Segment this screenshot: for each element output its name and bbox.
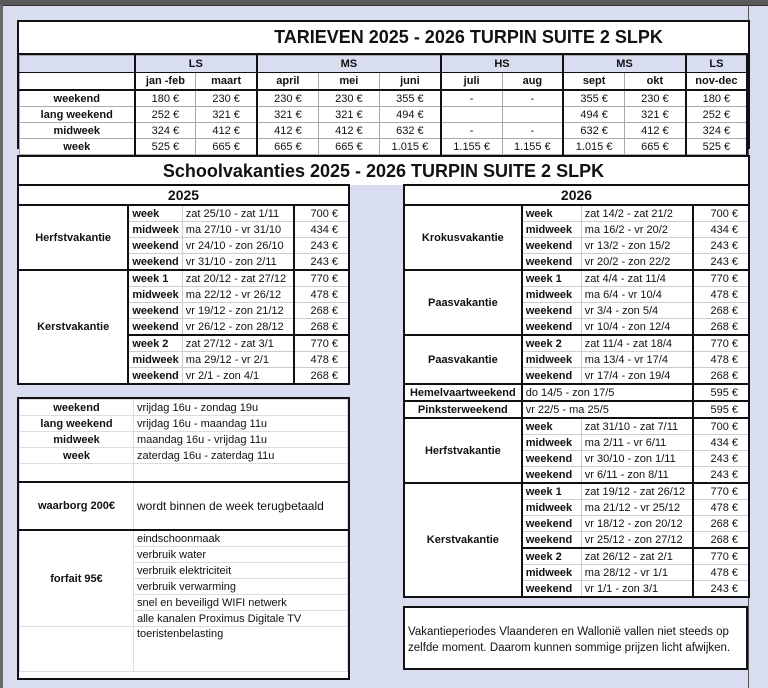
holiday-price: 268 € xyxy=(294,319,349,336)
holiday-stay-type: week xyxy=(522,418,582,435)
holiday-name: Paasvakantie xyxy=(404,270,522,335)
flat-fee-row xyxy=(20,530,348,547)
holiday-stay-type: weekend xyxy=(522,532,582,549)
holiday-stay-type: midweek xyxy=(522,435,582,451)
holiday-stay-type: week 2 xyxy=(522,335,582,352)
tariff-price: 412 € xyxy=(257,123,318,139)
holiday-dates: ma 2/11 - vr 6/11 xyxy=(581,435,693,451)
holiday-dates: vr 3/4 - zon 5/4 xyxy=(581,303,693,319)
holiday-dates: zat 27/12 - zat 3/1 xyxy=(182,335,293,352)
holiday-stay-type: weekend xyxy=(522,581,582,598)
season-corner xyxy=(20,56,135,73)
holiday-price: 770 € xyxy=(693,335,749,352)
holiday-name: Paasvakantie xyxy=(404,335,522,384)
period-value: maandag 16u - vrijdag 11u xyxy=(134,432,348,448)
holiday-stay-type: weekend xyxy=(128,319,182,336)
holiday-row xyxy=(18,205,349,222)
holiday-dates: ma 16/2 - vr 20/2 xyxy=(581,222,693,238)
flat-fee-item: verbruik water xyxy=(134,547,348,563)
holiday-stay-type: weekend xyxy=(522,254,582,271)
holiday-dates: zat 31/10 - zat 7/11 xyxy=(581,418,693,435)
holiday-price: 770 € xyxy=(693,483,749,500)
blank-cell xyxy=(20,627,134,672)
tariff-price: 230 € xyxy=(625,90,686,107)
blank-row xyxy=(20,464,348,483)
month-header: juli xyxy=(441,73,502,91)
deposit-label: waarborg 200€ xyxy=(20,482,134,530)
extra-item: toeristenbelasting xyxy=(134,627,348,672)
holiday-price: 268 € xyxy=(693,368,749,385)
tariff-price: 230 € xyxy=(318,90,379,107)
month-header: nov-dec xyxy=(686,73,747,91)
holiday-stay-type: weekend xyxy=(522,368,582,385)
holiday-dates: do 14/5 - zon 17/5 xyxy=(522,384,693,401)
holiday-dates: vr 2/1 - zon 4/1 xyxy=(182,368,293,385)
holiday-price: 700 € xyxy=(693,418,749,435)
year-header-row xyxy=(18,185,349,205)
holiday-dates: ma 28/12 - vr 1/1 xyxy=(581,565,693,581)
holiday-price: 770 € xyxy=(294,270,349,287)
stay-type-label: weekend xyxy=(20,90,135,107)
tariff-price: 355 € xyxy=(563,90,624,107)
period-row xyxy=(20,448,348,464)
period-label: lang weekend xyxy=(20,416,134,432)
period-label: weekend xyxy=(20,400,134,416)
holiday-price: 595 € xyxy=(693,401,749,418)
holiday-price: 268 € xyxy=(294,368,349,385)
tariff-price: 230 € xyxy=(257,90,318,107)
holiday-price: 478 € xyxy=(693,565,749,581)
tariff-price: 1.155 € xyxy=(441,139,502,155)
tariff-price: 412 € xyxy=(625,123,686,139)
tariff-price: 324 € xyxy=(686,123,747,139)
month-header: sept xyxy=(563,73,624,91)
tariff-price: 525 € xyxy=(135,139,196,155)
holiday-price: 770 € xyxy=(693,548,749,565)
holiday-price: 770 € xyxy=(693,270,749,287)
holiday-name: Herfstvakantie xyxy=(404,418,522,483)
stay-type-label: midweek xyxy=(20,123,135,139)
stay-type-label: week xyxy=(20,139,135,155)
holiday-stay-type: week 2 xyxy=(128,335,182,352)
tariff-price: 252 € xyxy=(135,107,196,123)
holiday-price: 478 € xyxy=(294,352,349,368)
tariff-row xyxy=(20,107,748,123)
holiday-dates: ma 22/12 - vr 26/12 xyxy=(182,287,293,303)
holiday-dates: ma 27/10 - vr 31/10 xyxy=(182,222,293,238)
holiday-stay-type: weekend xyxy=(128,254,182,271)
holiday-dates: vr 6/11 - zon 8/11 xyxy=(581,467,693,484)
holiday-price: 268 € xyxy=(693,303,749,319)
period-value: vrijdag 16u - zondag 19u xyxy=(134,400,348,416)
month-header: april xyxy=(257,73,318,91)
holiday-stay-type: midweek xyxy=(522,287,582,303)
holiday-stay-type: weekend xyxy=(522,238,582,254)
tariff-price: 321 € xyxy=(318,107,379,123)
holiday-dates: vr 30/10 - zon 1/11 xyxy=(581,451,693,467)
holiday-dates: zat 19/12 - zat 26/12 xyxy=(581,483,693,500)
tariff-row xyxy=(20,90,748,107)
holiday-dates: vr 24/10 - zon 26/10 xyxy=(182,238,293,254)
holiday-price: 268 € xyxy=(693,532,749,549)
month-header: okt xyxy=(625,73,686,91)
holiday-dates: zat 11/4 - zat 18/4 xyxy=(581,335,693,352)
season-header-row xyxy=(20,56,748,73)
holiday-dates: ma 29/12 - vr 2/1 xyxy=(182,352,293,368)
holiday-price: 434 € xyxy=(693,222,749,238)
extra-row xyxy=(20,627,348,672)
holiday-stay-type: weekend xyxy=(128,238,182,254)
holiday-name: Kerstvakantie xyxy=(404,483,522,597)
season-header: MS xyxy=(257,56,441,73)
tariff-price: 525 € xyxy=(686,139,747,155)
holiday-dates: ma 6/4 - vr 10/4 xyxy=(581,287,693,303)
holiday-dates: zat 14/2 - zat 21/2 xyxy=(581,205,693,222)
holiday-dates: zat 26/12 - zat 2/1 xyxy=(581,548,693,565)
tariff-price: 494 € xyxy=(563,107,624,123)
holiday-stay-type: weekend xyxy=(128,303,182,319)
holiday-dates: zat 4/4 - zat 11/4 xyxy=(581,270,693,287)
holiday-stay-type: midweek xyxy=(522,222,582,238)
tariff-price xyxy=(502,107,563,123)
tariff-price: 412 € xyxy=(196,123,257,139)
tariff-price xyxy=(441,107,502,123)
season-header: MS xyxy=(563,56,686,73)
holiday-dates: vr 13/2 - zon 15/2 xyxy=(581,238,693,254)
period-value: zaterdag 16u - zaterdag 11u xyxy=(134,448,348,464)
holiday-stay-type: week 1 xyxy=(522,270,582,287)
holiday-dates: vr 1/1 - zon 3/1 xyxy=(581,581,693,598)
tariff-price: 324 € xyxy=(135,123,196,139)
period-label: midweek xyxy=(20,432,134,448)
period-value: vrijdag 16u - maandag 11u xyxy=(134,416,348,432)
holiday-price: 478 € xyxy=(693,500,749,516)
holiday-row xyxy=(404,401,749,418)
season-header: HS xyxy=(441,56,564,73)
holiday-dates: vr 22/5 - ma 25/5 xyxy=(522,401,693,418)
holiday-dates: vr 17/4 - zon 19/4 xyxy=(581,368,693,385)
tariff-price: 1.015 € xyxy=(380,139,441,155)
tariff-price: - xyxy=(441,90,502,107)
holiday-row xyxy=(404,384,749,401)
holiday-price: 770 € xyxy=(294,335,349,352)
blank-cell xyxy=(134,464,348,483)
rental-info-table xyxy=(17,397,350,680)
tariff-row xyxy=(20,123,748,139)
holiday-stay-type: midweek xyxy=(522,500,582,516)
row-header-bar xyxy=(0,5,3,688)
holiday-dates: zat 20/12 - zat 27/12 xyxy=(182,270,293,287)
holiday-dates: vr 20/2 - zon 22/2 xyxy=(581,254,693,271)
tariff-row xyxy=(20,139,748,155)
holiday-dates: vr 10/4 - zon 12/4 xyxy=(581,319,693,336)
holiday-dates: zat 25/10 - zat 1/11 xyxy=(182,205,293,222)
tariff-price: - xyxy=(502,123,563,139)
holiday-stay-type: weekend xyxy=(522,303,582,319)
holiday-dates: vr 26/12 - zon 28/12 xyxy=(182,319,293,336)
holidays-2026-table xyxy=(403,184,750,598)
holiday-row xyxy=(404,205,749,222)
tariff-price: 494 € xyxy=(380,107,441,123)
holiday-price: 243 € xyxy=(693,451,749,467)
holiday-row xyxy=(404,270,749,287)
holiday-price: 700 € xyxy=(693,205,749,222)
holiday-price: 478 € xyxy=(693,287,749,303)
holiday-stay-type: week 1 xyxy=(522,483,582,500)
disclaimer-note: Vakantieperiodes Vlaanderen en Wallonië vallen niet steeds op zelfde moment. Daarom kunnen sommige prijzen licht afwijken. xyxy=(403,606,748,670)
tariff-price: 665 € xyxy=(625,139,686,155)
stay-type-label: lang weekend xyxy=(20,107,135,123)
month-header-row xyxy=(20,73,748,91)
tariff-price: 180 € xyxy=(686,90,747,107)
holiday-stay-type: week xyxy=(522,205,582,222)
tariff-price: 252 € xyxy=(686,107,747,123)
holiday-price: 434 € xyxy=(294,222,349,238)
tariff-price: 1.015 € xyxy=(563,139,624,155)
holiday-price: 243 € xyxy=(294,254,349,271)
holiday-price: 243 € xyxy=(693,581,749,598)
tariff-price: 355 € xyxy=(380,90,441,107)
holiday-stay-type: weekend xyxy=(522,319,582,336)
holiday-name: Kerstvakantie xyxy=(18,270,128,384)
tariff-price: - xyxy=(441,123,502,139)
tariff-price: 632 € xyxy=(563,123,624,139)
holiday-stay-type: weekend xyxy=(522,516,582,532)
tariff-price: 665 € xyxy=(257,139,318,155)
holiday-stay-type: week 1 xyxy=(128,270,182,287)
holiday-price: 268 € xyxy=(693,516,749,532)
month-header: mei xyxy=(318,73,379,91)
holiday-stay-type: week 2 xyxy=(522,548,582,565)
holiday-price: 700 € xyxy=(294,205,349,222)
holiday-price: 478 € xyxy=(294,287,349,303)
holiday-dates: vr 18/12 - zon 20/12 xyxy=(581,516,693,532)
holiday-stay-type: weekend xyxy=(128,368,182,385)
flat-fee-item: snel en beveiligd WIFI netwerk xyxy=(134,595,348,611)
season-header: LS xyxy=(686,56,747,73)
tariff-price: 180 € xyxy=(135,90,196,107)
holiday-name: Hemelvaartweekend xyxy=(404,384,522,401)
holiday-dates: vr 19/12 - zon 21/12 xyxy=(182,303,293,319)
tariff-price: 1.155 € xyxy=(502,139,563,155)
flat-fee-item: verbruik verwarming xyxy=(134,579,348,595)
holiday-dates: vr 25/12 - zon 27/12 xyxy=(581,532,693,549)
holiday-price: 434 € xyxy=(693,435,749,451)
flat-fee-item: verbruik elektriciteit xyxy=(134,563,348,579)
holiday-stay-type: weekend xyxy=(522,467,582,484)
flat-fee-item: eindschoonmaak xyxy=(134,530,348,547)
holiday-price: 243 € xyxy=(693,467,749,484)
tariff-price: 665 € xyxy=(318,139,379,155)
holiday-stay-type: midweek xyxy=(128,222,182,238)
month-header: jan -feb xyxy=(135,73,196,91)
holiday-row xyxy=(404,483,749,500)
tariff-price: 321 € xyxy=(257,107,318,123)
tariff-title: TARIEVEN 2025 - 2026 TURPIN SUITE 2 SLPK xyxy=(19,22,748,55)
month-corner xyxy=(20,73,135,91)
holiday-price: 243 € xyxy=(294,238,349,254)
year-header: 2025 xyxy=(18,185,349,205)
month-header: maart xyxy=(196,73,257,91)
holiday-row xyxy=(404,418,749,435)
holiday-price: 243 € xyxy=(693,238,749,254)
holiday-stay-type: weekend xyxy=(522,451,582,467)
year-header: 2026 xyxy=(404,185,749,205)
holiday-dates: vr 31/10 - zon 2/11 xyxy=(182,254,293,271)
school-holidays-title: Schoolvakanties 2025 - 2026 TURPIN SUITE 2 SLPK xyxy=(17,155,750,185)
holiday-name: Krokusvakantie xyxy=(404,205,522,270)
holidays-2025-table xyxy=(17,184,350,385)
holiday-name: Herfstvakantie xyxy=(18,205,128,270)
holiday-name: Pinksterweekend xyxy=(404,401,522,418)
holiday-price: 268 € xyxy=(693,319,749,336)
holiday-price: 243 € xyxy=(693,254,749,271)
deposit-value: wordt binnen de week terugbetaald xyxy=(134,482,348,530)
holiday-price: 268 € xyxy=(294,303,349,319)
period-row xyxy=(20,416,348,432)
tariff-table xyxy=(17,20,750,153)
holiday-stay-type: midweek xyxy=(128,287,182,303)
holiday-price: 595 € xyxy=(693,384,749,401)
holiday-row xyxy=(404,335,749,352)
month-header: juni xyxy=(380,73,441,91)
month-header: aug xyxy=(502,73,563,91)
tariff-price: 321 € xyxy=(196,107,257,123)
holiday-stay-type: midweek xyxy=(522,352,582,368)
holiday-dates: ma 21/12 - vr 25/12 xyxy=(581,500,693,516)
holiday-price: 478 € xyxy=(693,352,749,368)
holiday-stay-type: week xyxy=(128,205,182,222)
tariff-price: 665 € xyxy=(196,139,257,155)
period-row xyxy=(20,432,348,448)
tariff-price: 632 € xyxy=(380,123,441,139)
holiday-dates: ma 13/4 - vr 17/4 xyxy=(581,352,693,368)
column-header-bar xyxy=(0,0,768,6)
tariff-price: - xyxy=(502,90,563,107)
flat-fee-item: alle kanalen Proximus Digitale TV xyxy=(134,611,348,627)
period-row xyxy=(20,400,348,416)
tariff-price: 230 € xyxy=(196,90,257,107)
tariff-price: 321 € xyxy=(625,107,686,123)
holiday-stay-type: midweek xyxy=(522,565,582,581)
deposit-row xyxy=(20,482,348,530)
tariff-price: 412 € xyxy=(318,123,379,139)
period-label: week xyxy=(20,448,134,464)
holiday-stay-type: midweek xyxy=(128,352,182,368)
holiday-row xyxy=(18,270,349,287)
season-header: LS xyxy=(135,56,258,73)
blank-cell xyxy=(20,464,134,483)
flat-fee-label: forfait 95€ xyxy=(20,530,134,627)
year-header-row xyxy=(404,185,749,205)
